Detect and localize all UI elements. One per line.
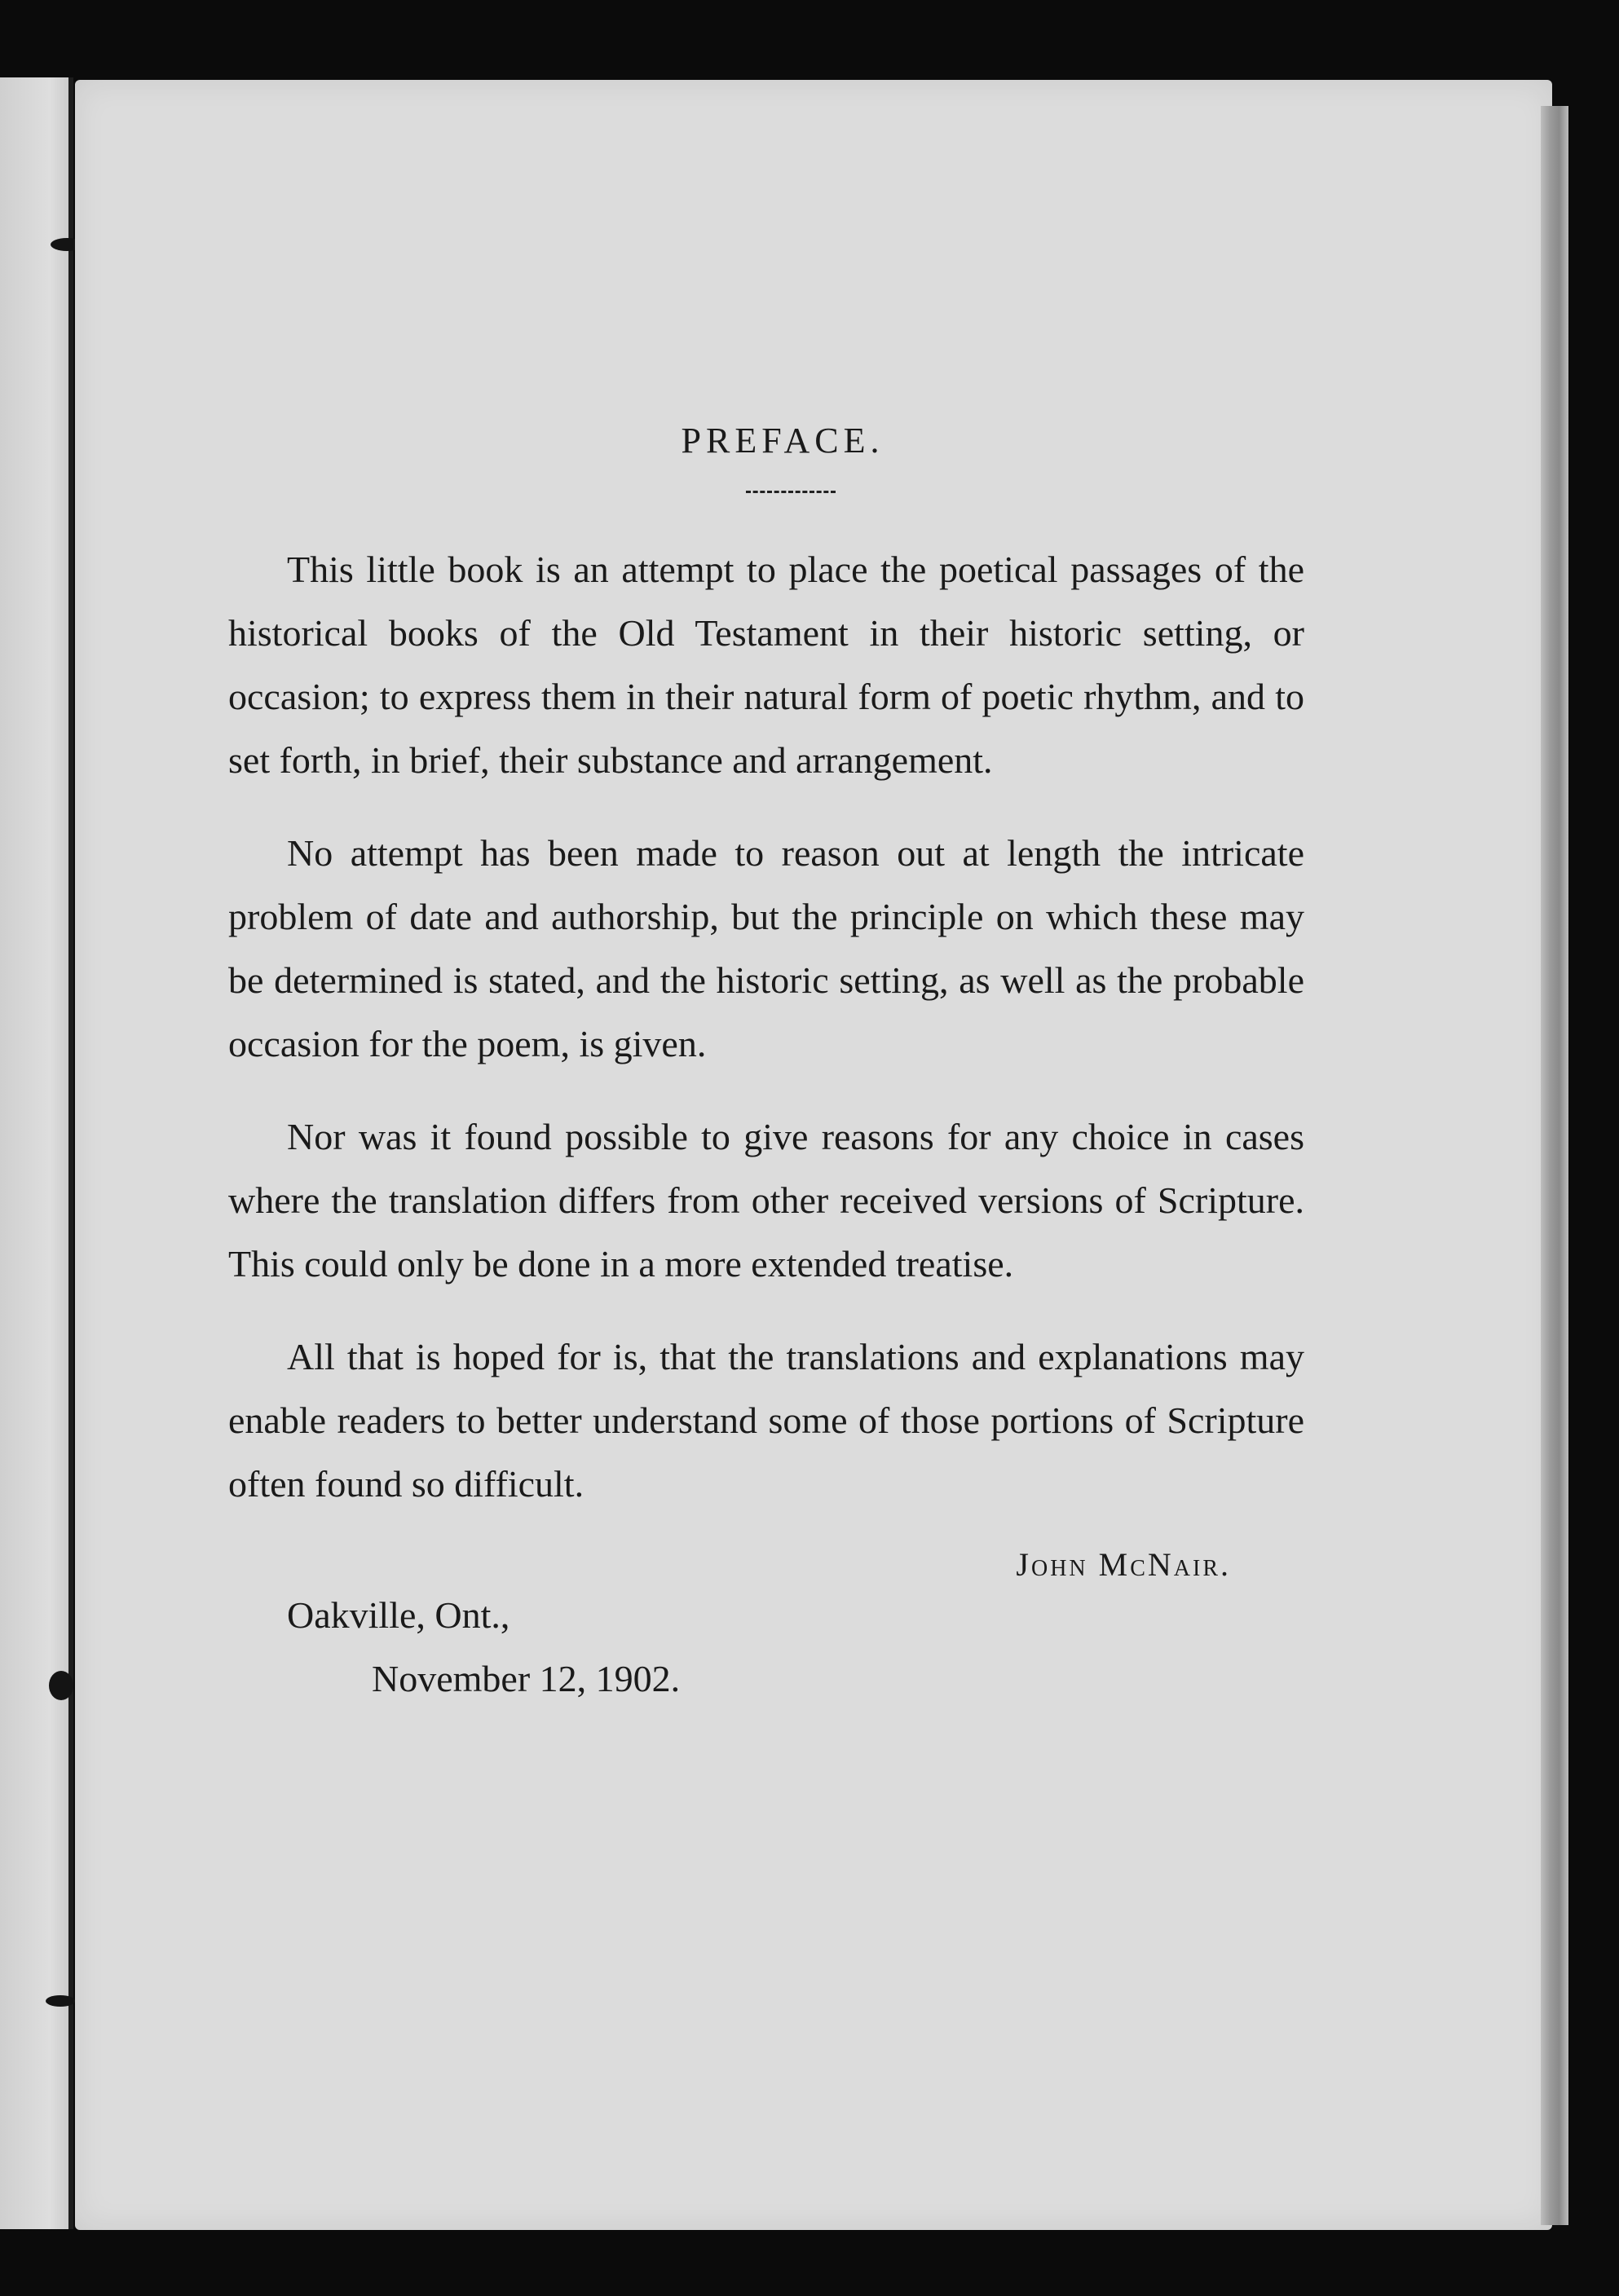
left-page-edge	[0, 77, 72, 2229]
binding-mark	[49, 1671, 73, 1700]
paragraph: No attempt has been made to reason out at length the intricate problem of date and authorship, but the principle on which these may be determined is stated, and the historic setting, as well as the probable occasion for the poem, is given.	[228, 832, 1304, 1064]
author-signature: John McNair.	[1016, 1546, 1231, 1583]
paragraph: Nor was it found possible to give reasons for any choice in cases where the translation differs from other received versions of Scripture. This could only be done in a more extended treatise.	[228, 1116, 1304, 1285]
binding-mark	[46, 1995, 75, 2007]
title-rule	[746, 491, 836, 496]
paragraph: This little book is an attempt to place the poetical passages of the historical books of the Old Testament in their historic setting, or occasion; to express them in their natural form of poetic rhythm, and to set forth, in brief, their substance and arrangement.	[228, 549, 1304, 781]
binding-gutter	[68, 77, 73, 2229]
preface-content	[228, 420, 1304, 1711]
paragraph: All that is hoped for is, that the translations and explanations may enable readers to better understand some of those portions of Scripture often found so difficult.	[228, 1336, 1304, 1505]
right-page-edge	[1541, 106, 1568, 2225]
place-line: Oakville, Ont.,	[287, 1594, 510, 1636]
page-title: PREFACE.	[681, 421, 884, 461]
date-line: November 12, 1902.	[372, 1658, 681, 1699]
